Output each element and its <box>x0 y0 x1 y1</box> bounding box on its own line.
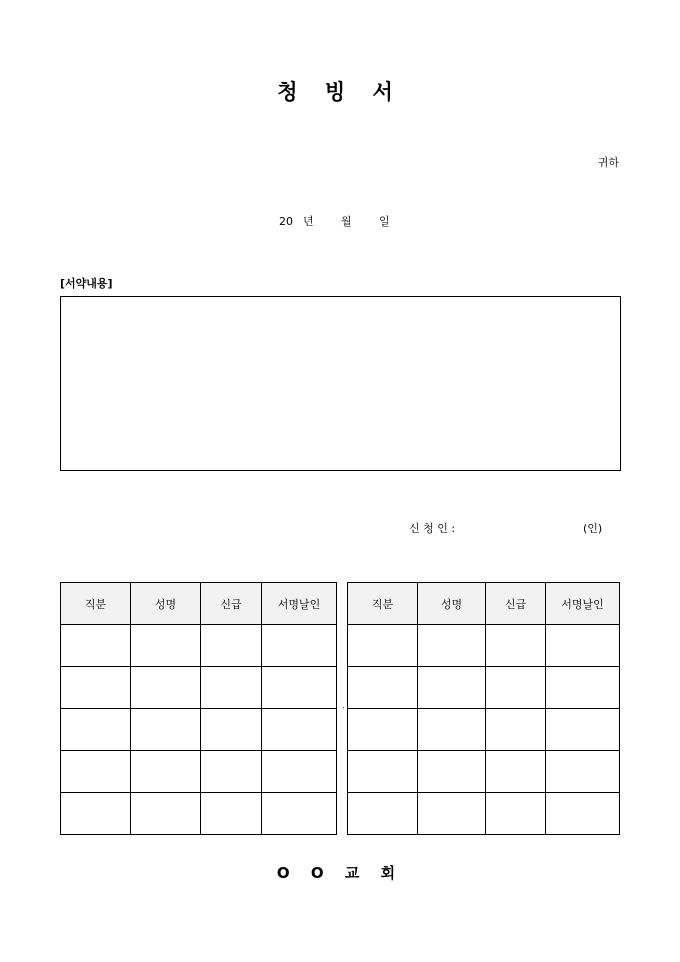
cell[interactable] <box>546 667 620 709</box>
cell[interactable] <box>486 709 546 751</box>
cell[interactable] <box>262 709 337 751</box>
cell[interactable] <box>546 625 620 667</box>
stray-dot <box>343 707 344 708</box>
cell[interactable] <box>418 751 486 793</box>
seal-label: (인) <box>583 522 603 535</box>
table-row <box>61 793 337 835</box>
header-position: 직분 <box>348 583 418 625</box>
header-position: 직분 <box>61 583 131 625</box>
content-text <box>61 297 620 309</box>
church-name: O O 교 회 <box>276 864 404 882</box>
table-header-row <box>61 583 337 625</box>
table-row <box>61 751 337 793</box>
cell[interactable] <box>262 667 337 709</box>
content-box[interactable] <box>60 296 621 471</box>
cell[interactable] <box>61 709 131 751</box>
cell[interactable] <box>348 667 418 709</box>
header-signature: 서명날인 <box>262 583 337 625</box>
cell[interactable] <box>201 793 262 835</box>
cell[interactable] <box>262 793 337 835</box>
cell[interactable] <box>486 625 546 667</box>
header-name: 성명 <box>131 583 201 625</box>
header-name: 성명 <box>418 583 486 625</box>
left-signature-table <box>60 582 337 835</box>
header-faith-level: 신급 <box>201 583 262 625</box>
cell[interactable] <box>348 793 418 835</box>
table-row <box>348 625 620 667</box>
cell[interactable] <box>61 751 131 793</box>
cell[interactable] <box>546 751 620 793</box>
date-day-label: 일 <box>379 215 390 228</box>
table-header-row <box>348 583 620 625</box>
cell[interactable] <box>262 625 337 667</box>
table-row <box>348 751 620 793</box>
cell[interactable] <box>201 709 262 751</box>
cell[interactable] <box>418 709 486 751</box>
cell[interactable] <box>348 625 418 667</box>
cell[interactable] <box>201 667 262 709</box>
cell[interactable] <box>61 625 131 667</box>
cell[interactable] <box>486 751 546 793</box>
cell[interactable] <box>61 667 131 709</box>
header-signature: 서명날인 <box>546 583 620 625</box>
cell[interactable] <box>418 667 486 709</box>
applicant-label: 신 청 인 : <box>409 522 456 535</box>
table-row <box>61 709 337 751</box>
document-title: 청 빙 서 <box>277 80 403 104</box>
cell[interactable] <box>348 709 418 751</box>
cell[interactable] <box>348 751 418 793</box>
cell[interactable] <box>201 751 262 793</box>
cell[interactable] <box>131 751 201 793</box>
cell[interactable] <box>131 793 201 835</box>
table-row <box>61 667 337 709</box>
content-label: [서약내용] <box>60 277 113 290</box>
table-row <box>61 625 337 667</box>
cell[interactable] <box>131 709 201 751</box>
header-faith-level: 신급 <box>486 583 546 625</box>
cell[interactable] <box>546 793 620 835</box>
recipient-suffix: 귀하 <box>597 156 619 169</box>
cell[interactable] <box>201 625 262 667</box>
cell[interactable] <box>486 793 546 835</box>
cell[interactable] <box>546 709 620 751</box>
date-month-label: 월 <box>341 215 352 228</box>
table-row <box>348 667 620 709</box>
cell[interactable] <box>131 625 201 667</box>
right-signature-table <box>347 582 620 835</box>
table-row <box>348 709 620 751</box>
date-year-prefix: 20 <box>279 215 293 228</box>
cell[interactable] <box>486 667 546 709</box>
date-line <box>279 213 390 229</box>
cell[interactable] <box>418 793 486 835</box>
cell[interactable] <box>262 751 337 793</box>
cell[interactable] <box>61 793 131 835</box>
cell[interactable] <box>418 625 486 667</box>
cell[interactable] <box>131 667 201 709</box>
date-year-label: 년 <box>303 215 314 228</box>
table-row <box>348 793 620 835</box>
